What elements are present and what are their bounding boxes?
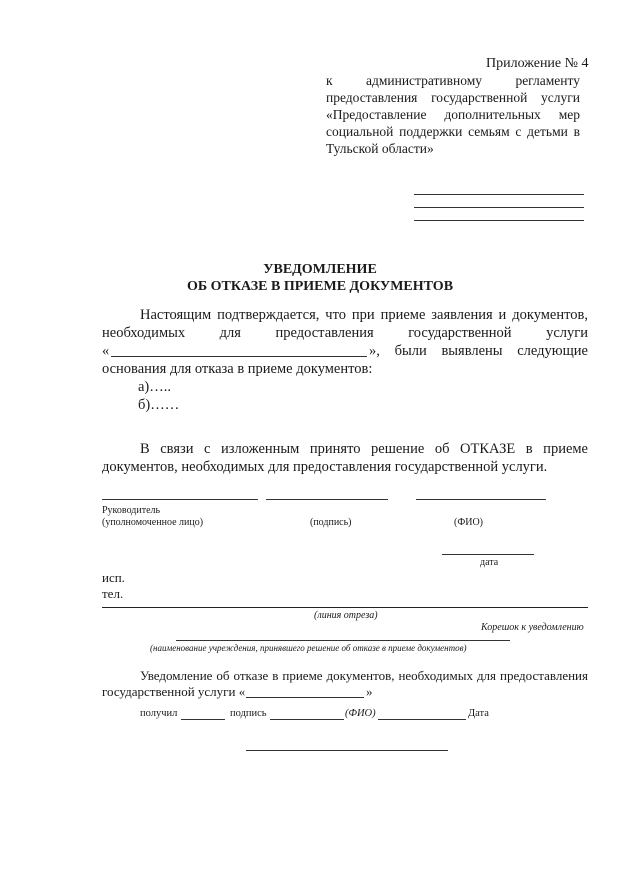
addressee-line (414, 194, 584, 195)
paragraph-1 (102, 306, 588, 414)
date-label: дата (480, 557, 499, 568)
document-title: УВЕДОМЛЕНИЕ (263, 262, 377, 277)
stub-text (102, 668, 588, 700)
received-blank (181, 719, 225, 720)
appendix-number: Приложение № 4 (486, 56, 589, 71)
date-line (442, 554, 534, 555)
item-b: б)…… (138, 397, 180, 413)
head-label: Руководитель (102, 505, 161, 516)
regulation-line: к административному регламенту (326, 73, 580, 88)
name-line (416, 499, 546, 500)
bottom-line (246, 750, 448, 751)
paragraph-line (102, 342, 588, 360)
signature-label: (подпись) (310, 517, 352, 528)
institution-line (176, 640, 510, 641)
paragraph-line: В связи с изложенным принято решение об ОТКАЗЕ в приеме (140, 441, 588, 457)
paragraph-line: Настоящим подтверждается, что при приеме заявления и документов, (140, 307, 588, 323)
head-signature-line (102, 499, 258, 500)
institution-label: (наименование учреждения, принявшего решение об отказе в приеме документов) (150, 643, 467, 653)
signature-line (266, 499, 388, 500)
addressee-line (414, 220, 584, 221)
paragraph-line: документов, необходимых для предоставления государственной услуги. (102, 459, 548, 475)
paragraph-line: необходимых для предоставления государственной услуги (102, 325, 588, 341)
name-label: (ФИО) (454, 517, 484, 528)
regulation-line: Тульской области» (326, 141, 434, 156)
sign-label: подпись (230, 708, 267, 719)
item-a: а)….. (138, 379, 172, 395)
service-name-blank (111, 356, 367, 357)
addressee-line (414, 207, 584, 208)
stub-text-line: Уведомление об отказе в приеме документов, необходимых для предоставления (140, 668, 588, 683)
cut-line-label: (линия отреза) (314, 610, 378, 621)
cut-line (102, 607, 588, 608)
sign-blank (270, 719, 344, 720)
fio-label: (ФИО) (345, 708, 376, 719)
paragraph-2 (102, 440, 588, 476)
quote-open: « (102, 343, 110, 359)
stub-service-blank (246, 697, 364, 698)
date-stub-label: Дата (468, 708, 489, 719)
regulation-line: социальной поддержки семьям с детьми в (326, 124, 580, 139)
authorized-person-label: (уполномоченное лицо) (102, 517, 204, 528)
stub-text-line (102, 684, 588, 700)
stub-service-prefix: государственной услуги « (102, 684, 246, 699)
stub-quote-close: » (366, 684, 373, 699)
regulation-line: «Предоставление дополнительных мер (326, 107, 580, 122)
phone-label: тел. (102, 586, 124, 601)
quote-close: », были выявлены следующие (369, 343, 588, 359)
executor-label: исп. (102, 570, 125, 585)
stub-title: Корешок к уведомлению (481, 622, 584, 633)
regulation-line: предоставления государственной услуги (326, 90, 580, 105)
paragraph-line: основания для отказа в приеме документов: (102, 361, 373, 377)
regulation-reference (326, 72, 580, 157)
received-label: получил (140, 708, 178, 719)
document-subtitle: ОБ ОТКАЗЕ В ПРИЕМЕ ДОКУМЕНТОВ (186, 279, 454, 294)
fio-blank (378, 719, 466, 720)
